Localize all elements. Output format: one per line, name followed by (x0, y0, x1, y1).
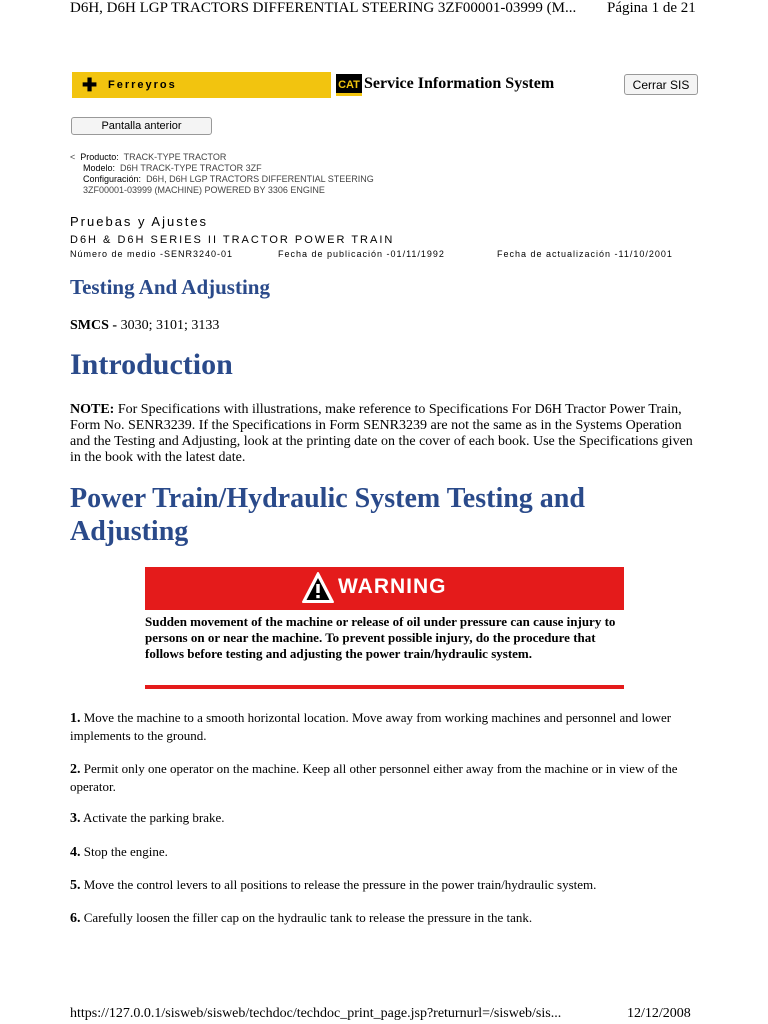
brand-name: Ferreyros (108, 79, 177, 91)
warning-text: Sudden movement of the machine or release of oil under pressure can cause injury to persons on or near the machine. To prevent possible injury, do the procedure that follows before testing and adjusting the power train/hydraulic system. (145, 614, 616, 661)
print-page-indicator: Página 1 de 21 (607, 0, 696, 16)
step-number: 2. (70, 762, 81, 777)
smcs-label: SMCS - (70, 318, 118, 333)
step-number: 5. (70, 878, 81, 893)
meta-model-value: D6H TRACK-TYPE TRACTOR 3ZF (120, 163, 262, 173)
doc-category: Pruebas y Ajustes (70, 214, 209, 229)
previous-screen-button[interactable]: Pantalla anterior (71, 117, 212, 135)
step-text: Carefully loosen the filler cap on the hydraulic tank to release the pressure in the tank. (80, 910, 533, 925)
note-text: For Specifications with illustrations, make reference to Specifications For D6H Tractor Power Train, Form No. SENR3239. If the Specifications in Form SENR3239 are not the same as in the Systems Operation and the Testing and Adjusting, look at the printing date on the cover of each book. Use the Specifications given in the book with the latest date. (70, 402, 693, 465)
close-sis-button[interactable]: Cerrar SIS (624, 74, 698, 95)
section-heading-power-train: Power Train/Hydraulic System Testing and Adjusting (70, 483, 585, 547)
smcs-value: 3030; 3101; 3133 (117, 318, 220, 333)
warning-triangle-icon (301, 571, 335, 605)
step-number: 4. (70, 845, 81, 860)
meta-product (70, 152, 374, 163)
sis-banner (72, 72, 698, 98)
meta-product-value: TRACK-TYPE TRACTOR (123, 152, 227, 162)
meta-config-value-1: D6H, D6H LGP TRACTORS DIFFERENTIAL STEERING (146, 174, 374, 184)
step-item (70, 843, 700, 861)
step-text: Activate the parking brake. (80, 810, 225, 825)
meta-config-value-2: 3ZF00001-03999 (MACHINE) POWERED BY 3306 ENGINE (83, 185, 325, 195)
step-text: Move the machine to a smooth horizontal location. Move away from working machines and personnel and lower implements to the ground. (70, 710, 672, 743)
section-heading-introduction: Introduction (70, 348, 233, 381)
sis-title: Service Information System (364, 75, 555, 92)
step-item (70, 876, 700, 894)
step-item (70, 809, 700, 827)
meta-model-label: Modelo: (83, 163, 116, 173)
warning-divider (145, 685, 624, 689)
meta-config (70, 174, 374, 185)
print-footer-date: 12/12/2008 (627, 1006, 691, 1021)
cat-logo: CAT (336, 74, 362, 96)
step-item (70, 760, 700, 795)
update-date: Fecha de actualización -11/10/2001 (497, 249, 673, 259)
step-number: 3. (70, 811, 81, 826)
step-number: 6. (70, 911, 81, 926)
step-item (70, 909, 700, 927)
warning-banner (145, 567, 624, 610)
brand-bar (72, 72, 331, 98)
meta-model (70, 163, 374, 174)
chevron-left-icon[interactable]: < (70, 152, 76, 162)
meta-product-label: Producto: (80, 152, 119, 162)
doc-series: D6H & D6H SERIES II TRACTOR POWER TRAIN (70, 234, 395, 246)
section-heading-testing: Testing And Adjusting (70, 275, 270, 299)
warning-word: WARNING (338, 575, 447, 598)
step-item (70, 709, 700, 744)
ferreyros-plus-icon: ✚ (82, 75, 98, 95)
print-footer-url: https://127.0.0.1/sisweb/sisweb/techdoc/techdoc_print_page.jsp?returnurl=/sisweb/sis... (70, 1006, 562, 1021)
media-number: Número de medio -SENR3240-01 (70, 249, 234, 259)
step-text: Stop the engine. (80, 844, 168, 859)
publication-date: Fecha de publicación -01/11/1992 (278, 249, 445, 259)
print-header-title: D6H, D6H LGP TRACTORS DIFFERENTIAL STEERING 3ZF00001-03999 (M... (70, 0, 577, 16)
step-text: Permit only one operator on the machine. Keep all other personnel either away from the machine or in view of the operator. (70, 761, 678, 794)
note-paragraph (70, 402, 700, 466)
meta-config-label: Configuración: (83, 174, 142, 184)
document-meta (70, 152, 374, 196)
note-label: NOTE: (70, 402, 115, 417)
step-number: 1. (70, 711, 81, 726)
smcs-line (70, 318, 219, 334)
meta-config-line2 (70, 185, 374, 196)
step-text: Move the control levers to all positions to release the pressure in the power train/hydraulic system. (80, 877, 597, 892)
